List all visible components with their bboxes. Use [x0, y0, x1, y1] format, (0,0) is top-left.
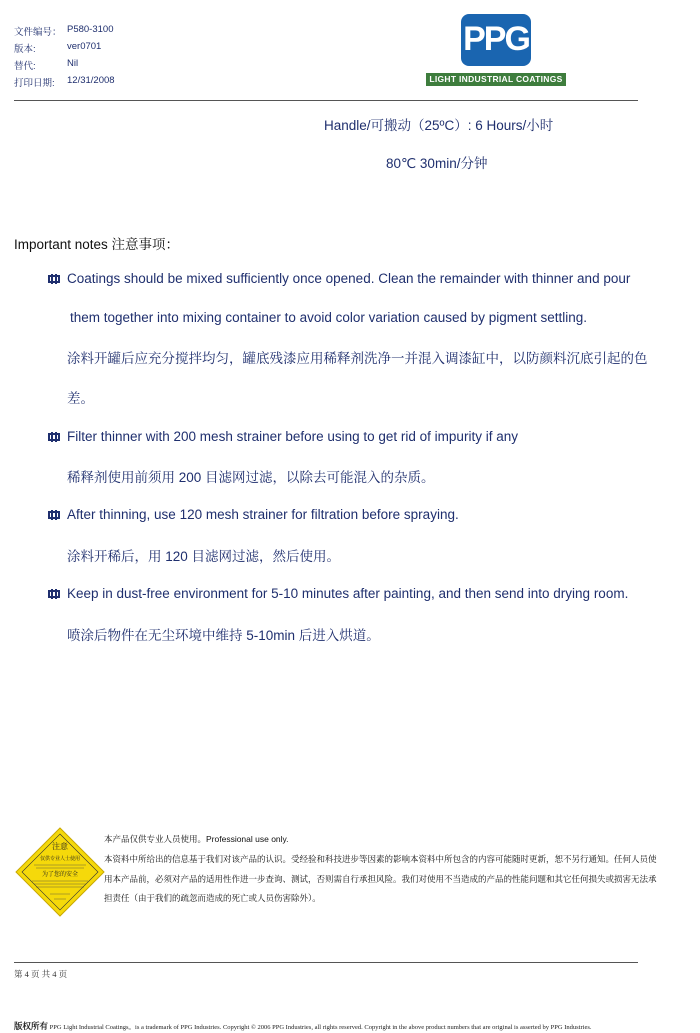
disclaimer-line-3: 用本产品前，必须对产品的适用性作进一步查询、测试，否则需自行承担风险。我们对使用不当造成的产品的性能问题和其它任何损失或损害无法承 — [104, 874, 657, 884]
warning-badge-icon — [14, 826, 106, 918]
meta-key: 版本: — [14, 44, 36, 55]
logo-badge — [461, 14, 531, 66]
note-2-zh: 稀释剂使用前须用 200 目滤网过滤，以除去可能混入的杂质。 — [67, 470, 435, 485]
disclaimer-line-2: 本资料中所给出的信息基于我们对该产品的认识。受经验和科技进步等因素的影响本资料中所包含的内容可能随时更新，恕不另行通知。任何人员使 — [104, 854, 657, 864]
logo-text: PPG — [463, 20, 529, 58]
copyright-notice — [14, 1020, 591, 1032]
note-4-en: Keep in dust-free environment for 5-10 minutes after painting, and then send into drying room. — [67, 586, 629, 601]
meta-row-doc-number — [14, 24, 115, 41]
note-1-en-line-2: them together into mixing container to avoid color variation caused by pigment settling. — [70, 310, 588, 325]
page-number: 第 4 页 共 4 页 — [14, 969, 68, 979]
bullet-icon — [48, 588, 60, 600]
meta-row-print-date — [14, 75, 115, 92]
note-1-zh-line-1: 涂料开罐后应充分搅拌均匀，罐底残漆应用稀释剂洗净一并混入调漆缸中，以防颜料沉底引起的色 — [67, 351, 648, 366]
badge-title: 注意 — [52, 842, 68, 851]
header-divider — [14, 100, 638, 101]
bullet-icon — [48, 273, 60, 285]
badge-line-1: 仅供专业人士使用 — [39, 856, 81, 862]
meta-key: 替代: — [14, 61, 36, 72]
meta-value: Nil — [67, 58, 79, 69]
note-4-zh: 喷涂后物件在无尘环境中维持 5-10min 后进入烘道。 — [67, 628, 380, 643]
bake-condition: 80℃ 30min/分钟 — [386, 156, 488, 171]
note-2-en: Filter thinner with 200 mesh strainer before using to get rid of impurity if any — [67, 429, 518, 444]
meta-row-replaces — [14, 58, 115, 75]
meta-value: ver0701 — [67, 41, 102, 52]
footer-divider — [14, 962, 638, 963]
notes-heading: Important notes 注意事项： — [14, 237, 180, 252]
note-3-en: After thinning, use 120 mesh strainer for filtration before spraying. — [67, 507, 459, 522]
copyright-label: 版权所有 — [14, 1021, 49, 1031]
disclaimer-line-4: 担责任（由于我们的疏忽而造成的死亡或人员伤害除外）。 — [104, 893, 321, 903]
note-3-zh: 涂料开稀后，用 120 目滤网过滤，然后使用。 — [67, 549, 341, 564]
meta-key: 文件编号： — [14, 27, 62, 38]
meta-value: P580-3100 — [67, 24, 114, 35]
badge-line-2: 为了您的安全 — [41, 871, 79, 878]
document-meta — [14, 24, 115, 92]
bullet-icon — [48, 431, 60, 443]
note-1-zh-line-2: 差。 — [67, 391, 94, 406]
copyright-text: PPG Light Industrial Coatings。is a trademark of PPG Industries. Copyright © 2006 PPG Industries, all rights reserved. Copyright in the above product numbers that are original is asserted by PPG Industries. — [48, 1024, 592, 1031]
meta-key: 打印日期: — [14, 78, 55, 89]
meta-row-version — [14, 41, 115, 58]
logo-bar: LIGHT INDUSTRIAL COATINGS — [426, 73, 566, 86]
handle-time: Handle/可搬动（25ºC）: 6 Hours/小时 — [324, 118, 554, 133]
meta-value: 12/31/2008 — [67, 75, 115, 86]
ppg-logo — [426, 12, 566, 88]
bullet-icon — [48, 509, 60, 521]
disclaimer-line-1: 本产品仅供专业人员使用。Professional use only. — [104, 834, 289, 844]
note-1-en-line-1: Coatings should be mixed sufficiently once opened. Clean the remainder with thinner and pour — [67, 271, 631, 286]
